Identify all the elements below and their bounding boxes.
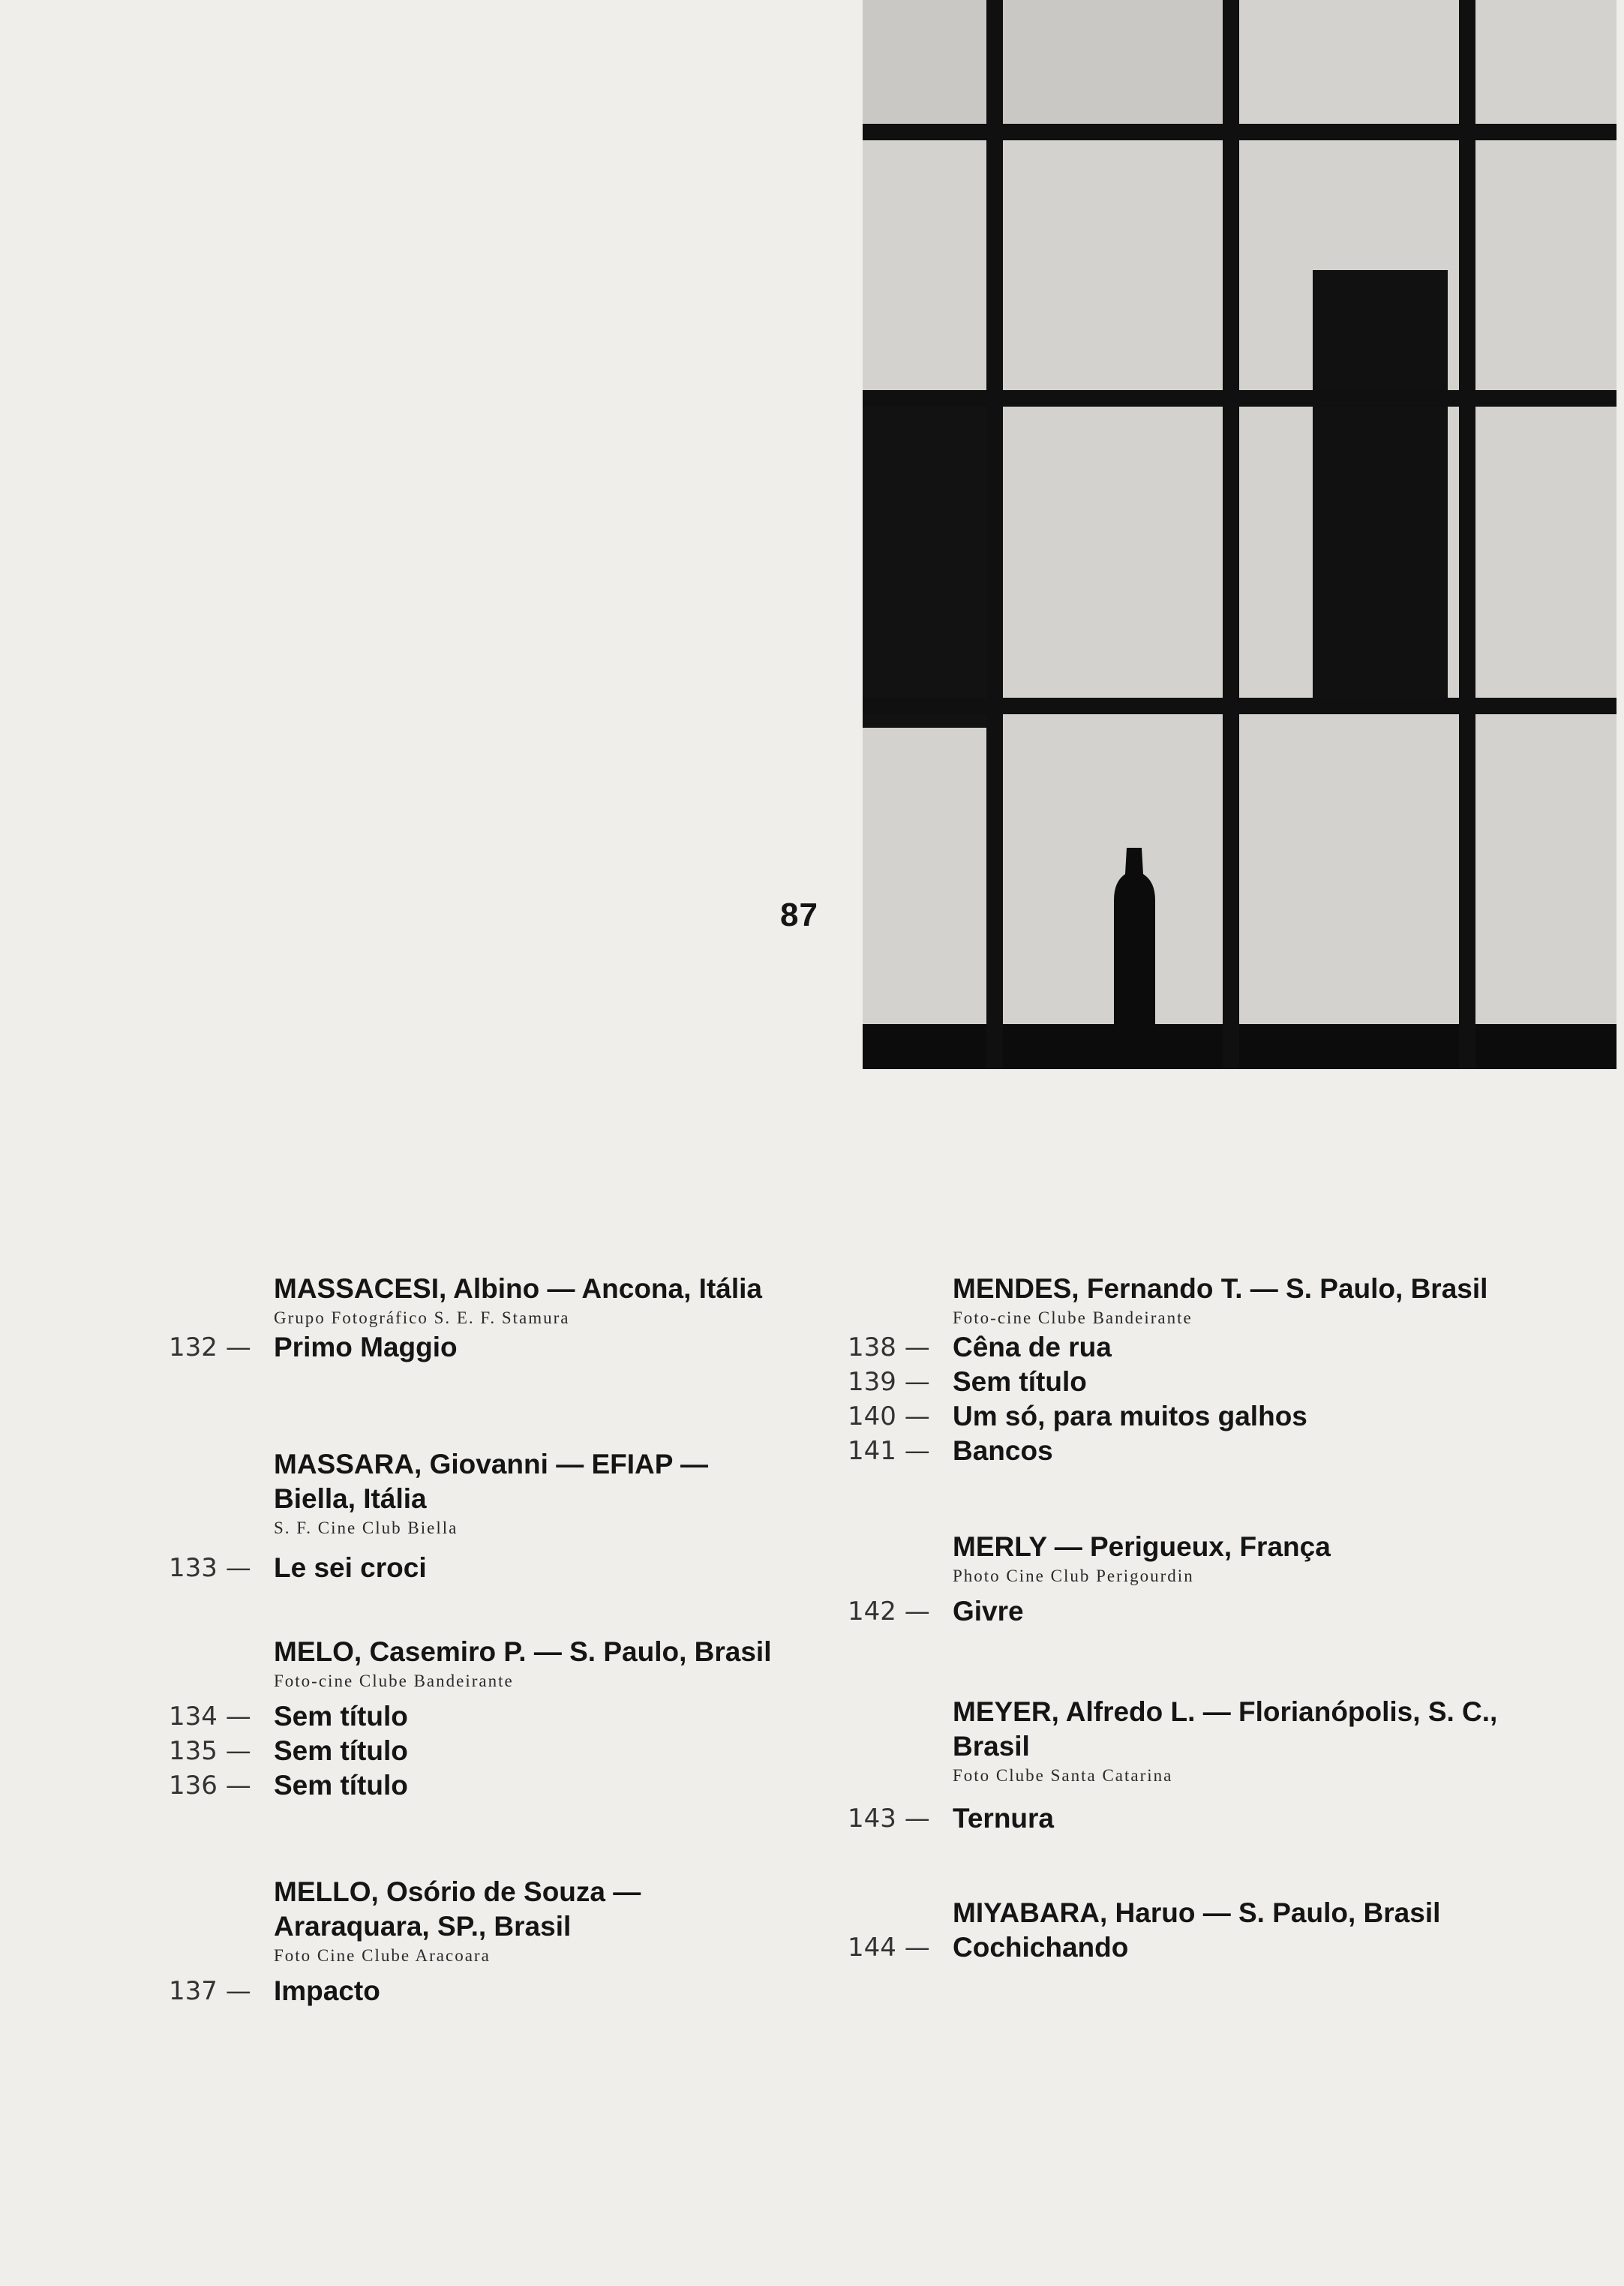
work-number: 132 — (169, 1332, 251, 1362)
dark-rectangle-shape (1313, 270, 1448, 701)
club-name: S. F. Cine Club Biella (274, 1518, 458, 1537)
work-item (169, 1974, 844, 2008)
photograph-window-bottle (863, 0, 1616, 1069)
work-title: Le sei croci (274, 1552, 427, 1583)
artist-name: MASSARA, Giovanni — EFIAP — Biella, Itália (274, 1449, 709, 1514)
work-number: 133 — (169, 1553, 251, 1583)
work-item (169, 1768, 844, 1803)
work-number: 138 — (848, 1332, 930, 1362)
work-title: Givre (953, 1596, 1024, 1627)
work-item (169, 1330, 844, 1365)
work-number: 143 — (848, 1804, 930, 1834)
work-title: Cochichando (953, 1932, 1129, 1963)
work-item (848, 1594, 1523, 1629)
work-number: 142 — (848, 1597, 930, 1627)
catalog-entry (169, 1875, 844, 2008)
catalog-entry (169, 1635, 844, 1803)
work-title: Ternura (953, 1803, 1055, 1834)
work-item (848, 1930, 1523, 1965)
catalog-column-right (848, 1272, 1523, 1965)
window-bar-vertical-3 (1459, 0, 1475, 1069)
club-name: Foto-cine Clube Bandeirante (953, 1308, 1193, 1327)
work-number: 144 — (848, 1933, 930, 1963)
catalog-entry (848, 1695, 1523, 1836)
work-number: 141 — (848, 1436, 930, 1466)
club-name: Foto-cine Clube Bandeirante (274, 1672, 514, 1690)
work-item (848, 1399, 1523, 1434)
work-number: 139 — (848, 1367, 930, 1397)
catalog-entry (169, 1272, 844, 1365)
window-bar-vertical-1 (986, 0, 1003, 1069)
artist-name: MENDES, Fernando T. — S. Paulo, Brasil (953, 1273, 1488, 1304)
work-number: 137 — (169, 1976, 251, 2006)
work-title: Sem título (274, 1701, 408, 1732)
window-bar-vertical-2 (1223, 0, 1239, 1069)
work-item (848, 1434, 1523, 1468)
artist-name: MEYER, Alfredo L. — Florianópolis, S. C., Brasil (953, 1696, 1498, 1762)
work-title: Sem título (274, 1735, 408, 1766)
club-name: Foto Cine Clube Aracoara (274, 1946, 491, 1965)
photo-graphic (863, 0, 1616, 1069)
photo-upper-wall (863, 0, 1238, 135)
work-number: 135 — (169, 1736, 251, 1766)
work-item (169, 1551, 844, 1585)
work-number: 140 — (848, 1401, 930, 1431)
catalog-entry (169, 1447, 844, 1585)
work-item (848, 1365, 1523, 1399)
club-name: Grupo Fotográfico S. E. F. Stamura (274, 1308, 570, 1327)
catalog-entry (848, 1896, 1523, 1965)
work-number: 136 — (169, 1771, 251, 1801)
catalog-entry (848, 1530, 1523, 1629)
window-bar-horizontal-top (863, 124, 1616, 140)
club-name: Foto Clube Santa Catarina (953, 1766, 1173, 1785)
catalog-entry (848, 1272, 1523, 1468)
work-title: Cêna de rua (953, 1332, 1112, 1362)
work-title: Sem título (274, 1770, 408, 1801)
work-item (848, 1330, 1523, 1365)
work-item (169, 1734, 844, 1768)
artist-name: MELO, Casemiro P. — S. Paulo, Brasil (274, 1636, 772, 1667)
work-item (848, 1801, 1523, 1836)
dark-shadow-panel (863, 390, 1001, 728)
catalog-column-left (169, 1272, 844, 2008)
artist-name: MASSACESI, Albino — Ancona, Itália (274, 1273, 762, 1304)
work-title: Sem título (953, 1366, 1087, 1397)
work-title: Impacto (274, 1975, 380, 2006)
work-item (169, 1699, 844, 1734)
artist-name: MIYABARA, Haruo — S. Paulo, Brasil (953, 1897, 1441, 1928)
window-bar-bottom (863, 1024, 1616, 1069)
work-title: Um só, para muitos galhos (953, 1401, 1307, 1431)
artist-name: MERLY — Perigueux, França (953, 1531, 1331, 1562)
club-name: Photo Cine Club Perigourdin (953, 1567, 1194, 1585)
work-number: 134 — (169, 1702, 251, 1732)
window-bar-horizontal-low (863, 698, 1616, 714)
artist-name: MELLO, Osório de Souza — Araraquara, SP., Brasil (274, 1876, 641, 1942)
work-title: Primo Maggio (274, 1332, 458, 1362)
work-title: Bancos (953, 1435, 1053, 1466)
window-bar-horizontal-mid (863, 390, 1616, 407)
page-number: 87 (780, 897, 818, 933)
